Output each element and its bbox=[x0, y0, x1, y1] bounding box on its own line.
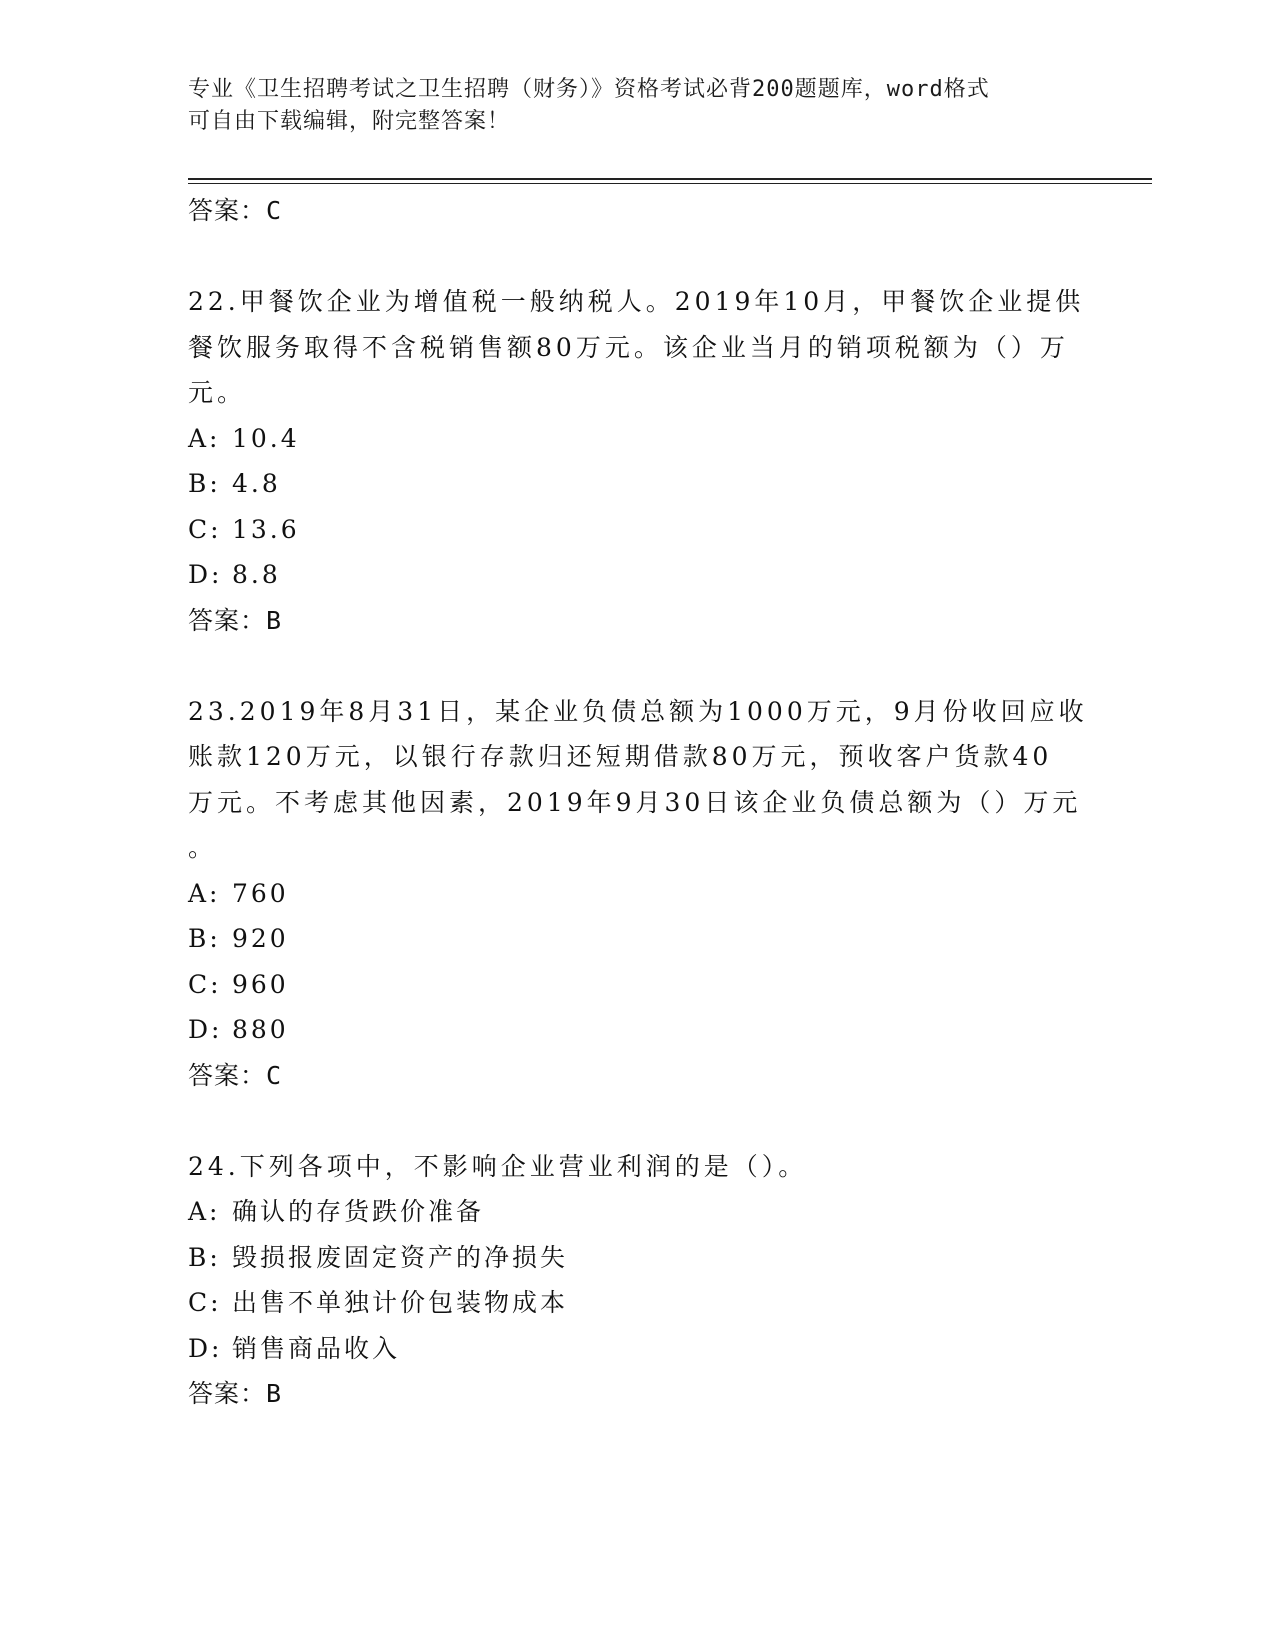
option-d bbox=[188, 552, 1088, 598]
answer-label: 答案：C bbox=[188, 196, 283, 225]
stem-line: 22.甲餐饮企业为增值税一般纳税人。2019年10月，甲餐饮企业提供 bbox=[188, 287, 1085, 316]
header-rule-thick bbox=[188, 178, 1152, 180]
option-b bbox=[188, 916, 1088, 962]
stem-line: 账款120万元，以银行存款归还短期借款80万元，预收客户货款40 bbox=[188, 742, 1053, 771]
question-23 bbox=[188, 689, 1088, 1099]
question-stem bbox=[188, 1144, 1088, 1190]
stem-line: 24.下列各项中，不影响企业营业利润的是（）。 bbox=[188, 1151, 808, 1181]
answer-label: 答案：B bbox=[188, 605, 283, 635]
header-line-2: 可自由下载编辑，附完整答案！ bbox=[188, 109, 511, 134]
option-text: 确认的存货跌价准备 bbox=[232, 1197, 485, 1226]
option-text: 4.8 bbox=[232, 469, 281, 498]
option-d bbox=[188, 1326, 1088, 1372]
option-key: B: bbox=[188, 1242, 221, 1272]
option-text: 760 bbox=[232, 878, 289, 908]
option-text: 960 bbox=[232, 969, 289, 999]
header-line-1: 专业《卫生招聘考试之卫生招聘（财务）》资格考试必背200题题库，word格式 bbox=[188, 77, 990, 102]
option-c bbox=[188, 1280, 1088, 1326]
option-c bbox=[188, 507, 1088, 553]
option-key: D: bbox=[188, 1333, 223, 1363]
option-text: 10.4 bbox=[232, 423, 300, 453]
question-stem bbox=[188, 689, 1088, 871]
option-text: 8.8 bbox=[232, 560, 281, 589]
stem-line: 23.2019年8月31日，某企业负债总额为1000万元，9月份收回应收 bbox=[188, 696, 1088, 726]
option-key: C: bbox=[188, 514, 222, 544]
option-key: C: bbox=[188, 969, 222, 999]
stem-line: 元。 bbox=[188, 378, 247, 407]
option-key: A: bbox=[188, 423, 221, 453]
option-a bbox=[188, 1189, 1088, 1235]
option-b bbox=[188, 461, 1088, 507]
option-text: 出售不单独计价包装物成本 bbox=[232, 1288, 569, 1317]
option-text: 880 bbox=[232, 1015, 289, 1044]
answer-label: 答案：B bbox=[188, 1379, 283, 1408]
question-22 bbox=[188, 279, 1088, 644]
stem-line: 餐饮服务取得不含税销售额80万元。该企业当月的销项税额为（）万 bbox=[188, 332, 1069, 362]
option-c bbox=[188, 962, 1088, 1008]
option-key: C: bbox=[188, 1288, 222, 1317]
answer-label: 答案：C bbox=[188, 1060, 283, 1090]
option-key: B: bbox=[188, 469, 221, 498]
option-a bbox=[188, 416, 1088, 462]
option-text: 13.6 bbox=[232, 514, 300, 544]
option-text: 920 bbox=[232, 924, 289, 953]
question-content bbox=[188, 188, 1088, 1417]
header-rule-thin bbox=[188, 183, 1152, 184]
option-key: A: bbox=[188, 878, 221, 908]
stem-line: 。 bbox=[188, 833, 218, 862]
option-key: D: bbox=[188, 560, 223, 589]
question-stem bbox=[188, 279, 1088, 416]
option-key: A: bbox=[188, 1197, 221, 1226]
option-b bbox=[188, 1235, 1088, 1281]
option-d bbox=[188, 1007, 1088, 1053]
question-24 bbox=[188, 1144, 1088, 1418]
option-text: 毁损报废固定资产的净损失 bbox=[232, 1242, 569, 1272]
option-key: B: bbox=[188, 924, 221, 953]
page-header bbox=[188, 74, 1088, 138]
option-text: 销售商品收入 bbox=[232, 1333, 401, 1363]
option-a bbox=[188, 871, 1088, 917]
option-key: D: bbox=[188, 1015, 223, 1044]
stem-line: 万元。不考虑其他因素，2019年9月30日该企业负债总额为（）万元 bbox=[188, 787, 1082, 817]
